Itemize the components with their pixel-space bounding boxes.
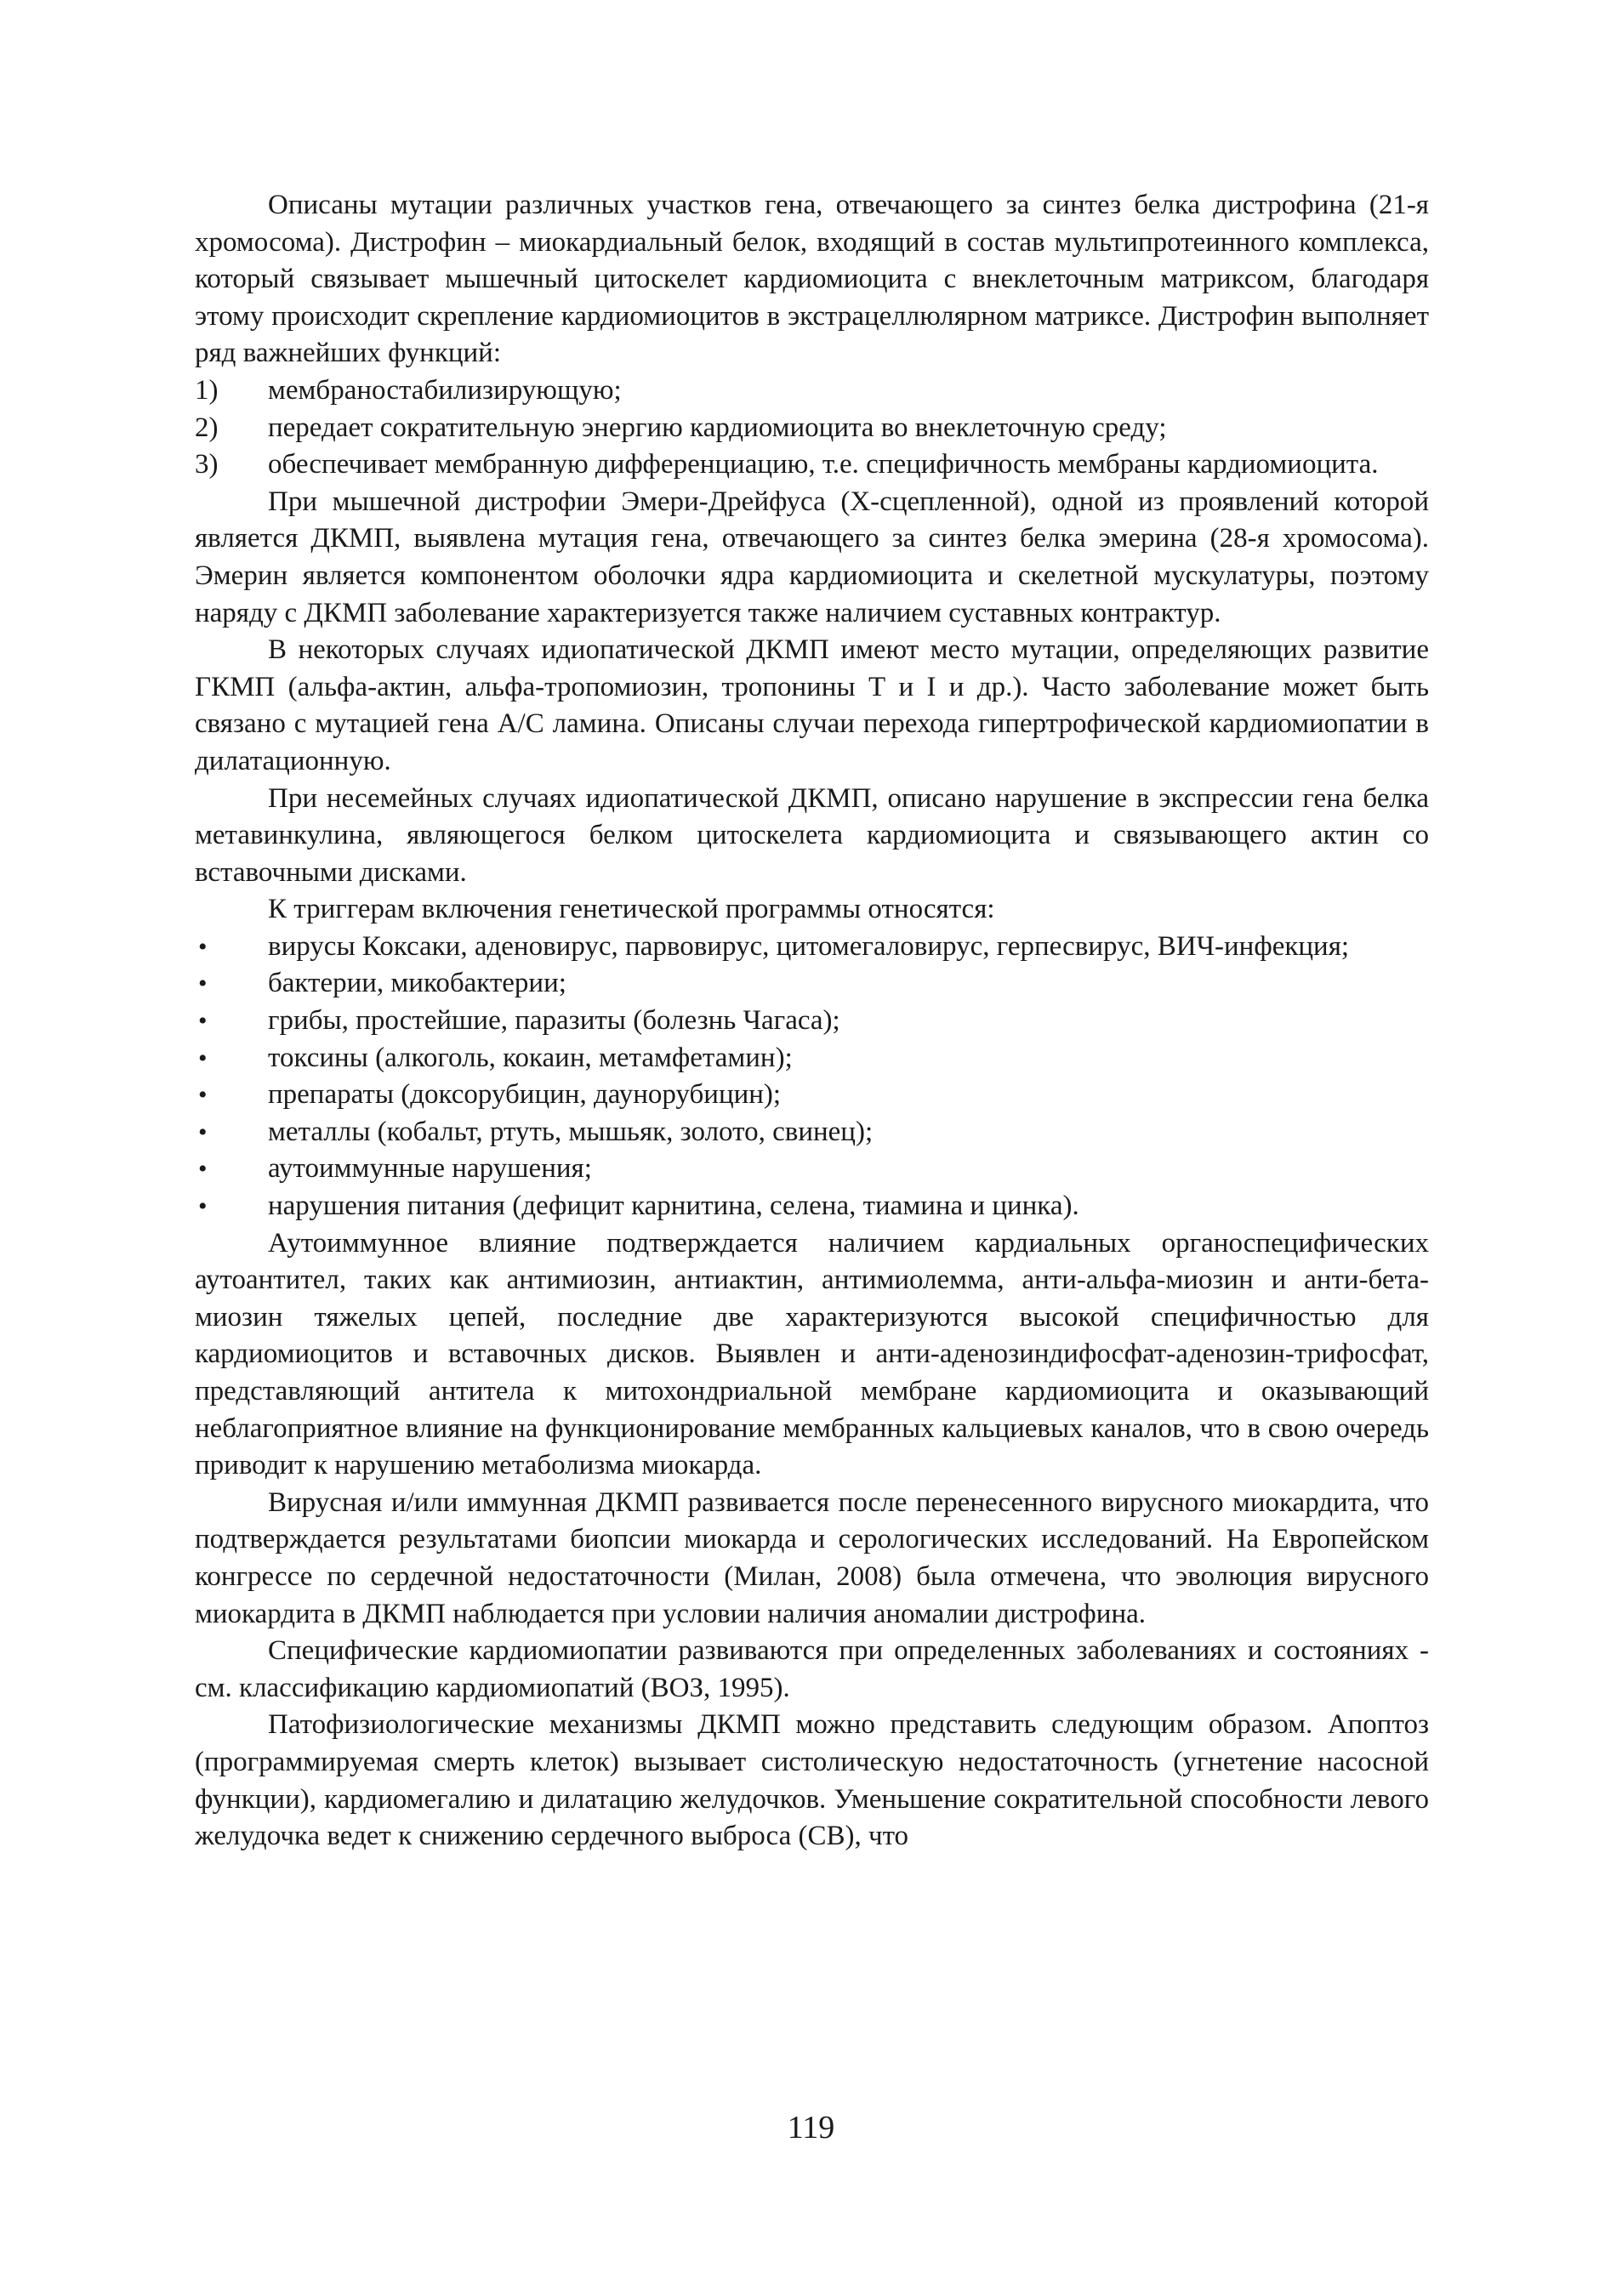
list-item-text: бактерии, микобактерии; <box>268 968 566 999</box>
list-item-text: передает сократительную энергию кардиомиоцита во внеклеточную среду; <box>268 412 1167 443</box>
list-number: 2) <box>195 412 219 443</box>
list-item-text: грибы, простейшие, паразиты (болезнь Чагаса); <box>268 1005 840 1037</box>
list-item-text: аутоиммунные нарушения; <box>268 1153 592 1185</box>
paragraph-emery-dreifuss: При мышечной дистрофии Эмери-Дрейфуса (Х-сцепленной), одной из проявлений которой является ДКМП, выявлена мутация гена, отвечающего за синтез белка эмерина (28-я хромосома). Эмерин является компонентом оболочки ядра кардиомиоцита и скелетной мускулатуры, поэтому наряду с ДКМП заболевание характеризуется также наличием суставных контрактур. <box>195 486 1429 628</box>
bullet-icon: • <box>198 932 208 961</box>
document-body <box>195 187 1429 1856</box>
list-item-text: токсины (алкоголь, кокаин, метамфетамин); <box>268 1042 793 1073</box>
bullet-icon: • <box>198 969 208 998</box>
bullet-list-item <box>195 929 1429 966</box>
bullet-list-item <box>195 1114 1429 1151</box>
bullet-list-item <box>195 1188 1429 1225</box>
paragraph-pathophysiology: Патофизиологические механизмы ДКМП можно представить следующим образом. Апоптоз (программируемая смерть клеток) вызывает систолическую недостаточность (угнетение насосной функции), кардиомегалию и дилатацию желудочков. Уменьшение сократительной способности левого желудочка ведет к снижению сердечного выброса (СВ), что <box>195 1709 1429 1852</box>
bullet-icon: • <box>198 1155 208 1184</box>
paragraph-autoimmune: Аутоиммунное влияние подтверждается наличием кардиальных органоспецифических аутоантител, таких как антимиозин, антиактин, антимиолемма, анти-альфа-миозин и анти-бета-миозин тяжелых цепей, последние две характеризуются высокой специфичностью для кардиомиоцитов и вставочных дисков. Выявлен и анти-аденозиндифосфат-аденозин-трифосфат, представляющий антитела к митохондриальной мембране кардиомиоцита и оказывающий неблагоприятное влияние на функционирование мембранных кальциевых каналов, что в свою очередь приводит к нарушению метаболизма миокарда. <box>195 1227 1429 1481</box>
numbered-list-item <box>195 410 1429 447</box>
list-number: 1) <box>195 374 219 406</box>
list-item-text: обеспечивает мембранную дифференциацию, т.е. специфичность мембраны кардиомиоцита. <box>268 449 1379 480</box>
numbered-list-dystrophin-functions <box>195 372 1429 484</box>
bullet-list-triggers <box>195 929 1429 1225</box>
paragraph-idiopathic-mutations: В некоторых случаях идиопатической ДКМП имеют место мутации, определяющих развитие ГКМП (альфа-актин, альфа-тропомиозин, тропонины Т и I и др.). Часто заболевание может быть связано с мутацией гена А/С ламина. Описаны случаи перехода гипертрофической кардиомиопатии в дилатационную. <box>195 634 1429 776</box>
list-item-text: мембраностабилизирующую; <box>268 374 622 406</box>
list-item-text: вирусы Коксаки, аденовирус, парвовирус, цитомегаловирус, герпесвирус, ВИЧ-инфекция; <box>268 930 1350 962</box>
bullet-icon: • <box>198 1081 208 1110</box>
bullet-icon: • <box>198 1043 208 1072</box>
paragraph-viral-immune: Вирусная и/или иммунная ДКМП развивается после перенесенного вирусного миокардита, что подтверждается результатами биопсии миокарда и серологических исследований. На Европейском конгрессе по сердечной недостаточности (Милан, 2008) была отмечена, что эволюция вирусного миокардита в ДКМП наблюдается при условии наличия аномалии дистрофина. <box>195 1486 1429 1629</box>
bullet-list-item <box>195 1040 1429 1077</box>
bullet-icon: • <box>198 1007 208 1036</box>
page-number: 119 <box>787 2110 835 2145</box>
list-item-text: нарушения питания (дефицит карнитина, селена, тиамина и цинка). <box>268 1191 1079 1222</box>
bullet-icon: • <box>198 1117 208 1146</box>
numbered-list-item <box>195 446 1429 484</box>
bullet-list-item <box>195 1151 1429 1188</box>
bullet-list-item <box>195 1077 1429 1114</box>
list-item-text: металлы (кобальт, ртуть, мышьяк, золото, свинец); <box>268 1116 874 1147</box>
numbered-list-item <box>195 372 1429 410</box>
paragraph-triggers-intro: К триггерам включения генетической программы относятся: <box>268 894 995 925</box>
paragraph-metavinculin: При несемейных случаях идиопатической ДКМП, описано нарушение в экспрессии гена белка метавинкулина, являющегося белком цитоскелета кардиомиоцита и связывающего актин со вставочными дисками. <box>195 782 1429 888</box>
bullet-icon: • <box>198 1192 208 1221</box>
list-number: 3) <box>195 449 219 480</box>
bullet-list-item <box>195 1003 1429 1040</box>
bullet-list-item <box>195 965 1429 1003</box>
paragraph-dystrophin: Описаны мутации различных участков гена, отвечающего за синтез белка дистрофина (21-я хромосома). Дистрофин – миокардиальный белок, входящий в состав мультипротеинного комплекса, который связывает мышечный цитоскелет кардиомиоцита с внеклеточным матриксом, благодаря этому происходит скрепление кардиомиоцитов в экстрацеллюлярном матриксе. Дистрофин выполняет ряд важнейших функций: <box>195 190 1429 369</box>
list-item-text: препараты (доксорубицин, даунорубицин); <box>268 1079 782 1111</box>
paragraph-specific-cardiomyopathies: Специфические кардиомиопатии развиваются при определенных заболеваниях и состояниях - см. классификацию кардиомиопатий (ВОЗ, 1995). <box>195 1635 1429 1703</box>
